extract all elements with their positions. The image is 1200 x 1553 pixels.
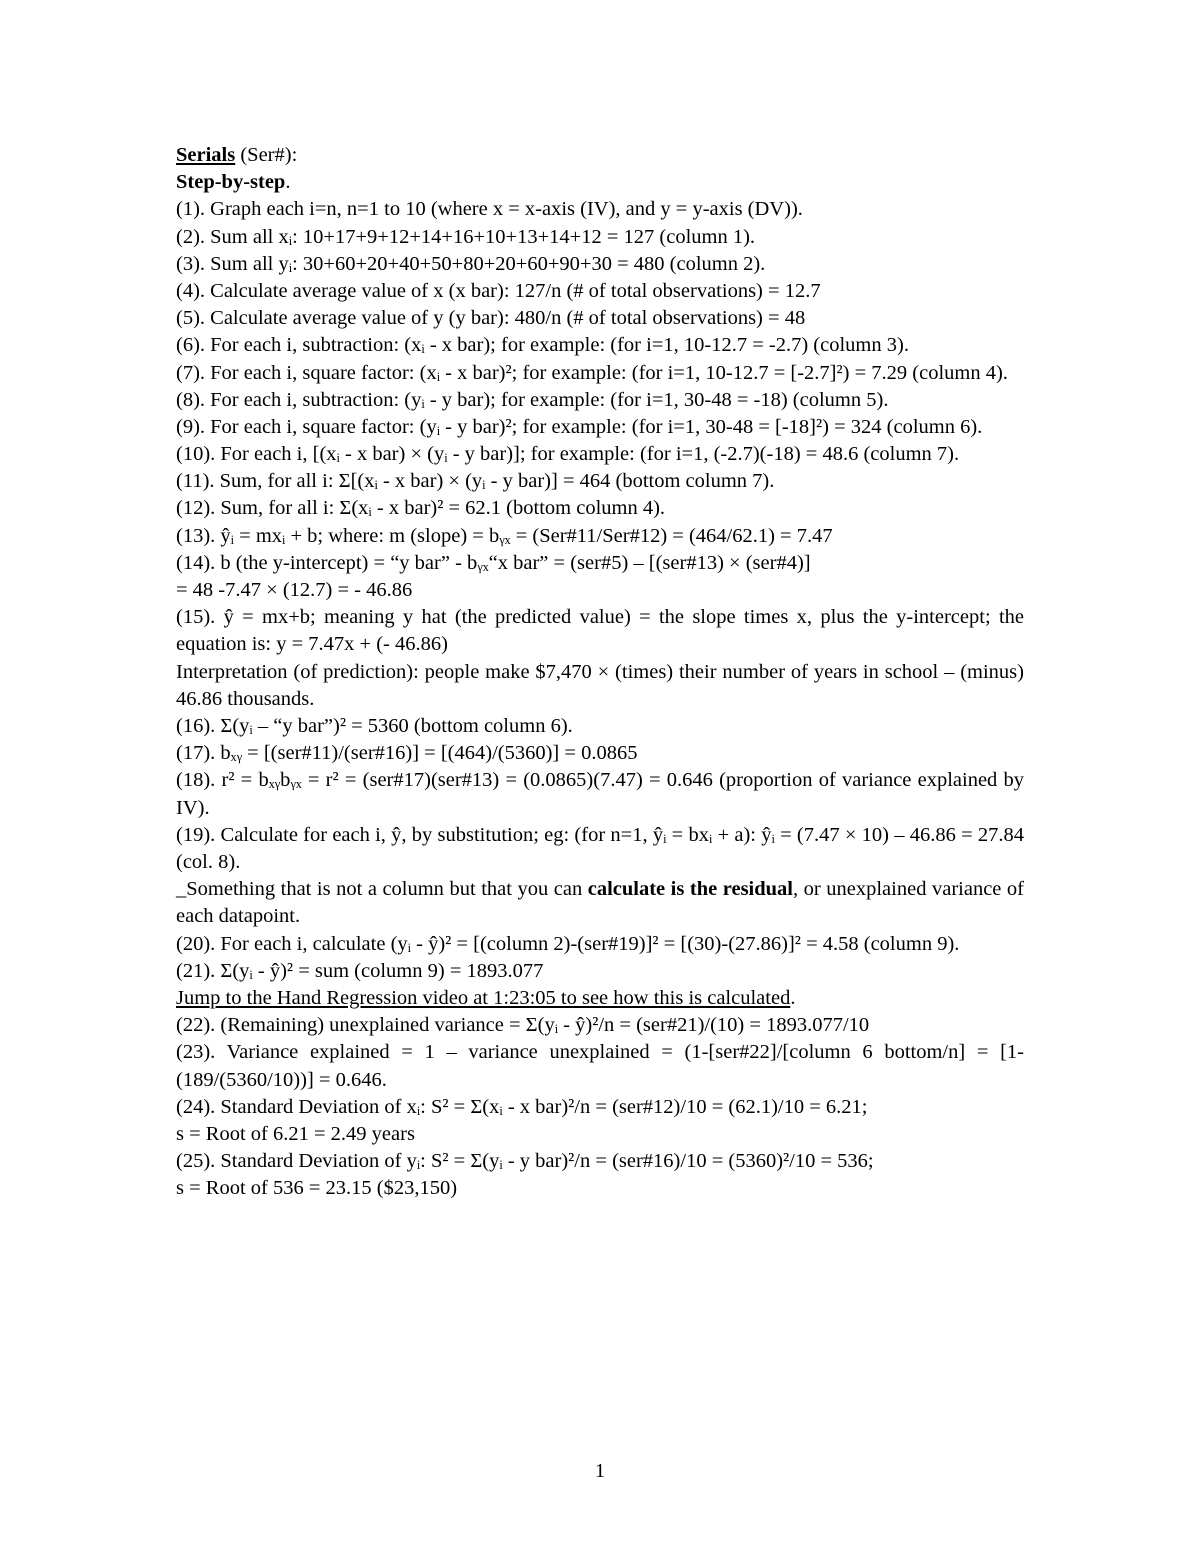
step-24-continued: s = Root of 6.21 = 2.49 years — [176, 1123, 415, 1145]
step-20: (20). For each i, calculate (yᵢ - ŷ)² = [(column 2)-(ser#19)]² = [(30)-(27.86)]² = 4.58 (column 9). — [176, 932, 960, 955]
residual-note — [176, 876, 1024, 930]
step-11: (11). Sum, for all i: Σ[(xᵢ - x bar) × (yᵢ - y bar)] = 464 (bottom column 7). — [176, 470, 775, 493]
interpretation: Interpretation (of prediction): people make $7,470 × (times) their number of years in school – (minus) 46.86 thousands. — [176, 660, 1024, 710]
subtitle — [176, 169, 1024, 196]
step-3: (3). Sum all yᵢ: 30+60+20+40+50+80+20+60+90+30 = 480 (column 2). — [176, 252, 766, 275]
video-note-end: . — [790, 987, 796, 1010]
section-title-rest: (Ser#): — [235, 144, 298, 166]
subtitle-rest: . — [285, 171, 291, 194]
residual-note-after: , or unexplained variance of each datapoint. — [176, 878, 1025, 928]
step-17: (17). bₓᵧ = [(ser#11)/(ser#16)] = [(464)/(5360)] = 0.0865 — [176, 742, 638, 765]
residual-note-before: _Something that is not a column but that you can — [176, 878, 588, 901]
step-12: (12). Sum, for all i: Σ(xᵢ - x bar)² = 62.1 (bottom column 4). — [176, 497, 666, 520]
step-21: (21). Σ(yᵢ - ŷ)² = sum (column 9) = 1893.077 — [176, 959, 544, 982]
page-number: 1 — [594, 1460, 606, 1482]
step-14: (14). b (the y-intercept) = “y bar” - bᵧₓ“x bar” = (ser#5) – [(ser#13) × (ser#4)] — [176, 551, 811, 574]
section-title — [176, 142, 1024, 169]
step-23: (23). Variance explained = 1 – variance unexplained = (1-[ser#22]/[column 6 bottom/n] = [1-(189/(5360/10))] = 0.646. — [176, 1041, 1024, 1091]
step-19: (19). Calculate for each i, ŷ, by substitution; eg: (for n=1, ŷᵢ = bxᵢ + a): ŷᵢ = (7.47 × 10) – 46.86 = 27.84 (col. 8). — [176, 823, 1024, 874]
step-9: (9). For each i, square factor: (yᵢ - y bar)²; for example: (for i=1, 30-48 = [-18]²) = 324 (column 6). — [176, 415, 983, 438]
step-5: (5). Calculate average value of y (y bar): 480/n (# of total observations) = 48 — [176, 307, 806, 330]
step-1: (1). Graph each i=n, n=1 to 10 (where x = x-axis (IV), and y = y-axis (DV)). — [176, 198, 803, 221]
step-6: (6). For each i, subtraction: (xᵢ - x bar); for example: (for i=1, 10-12.7 = -2.7) (column 3). — [176, 334, 909, 357]
step-25: (25). Standard Deviation of yᵢ: S² = Σ(yᵢ - y bar)²/n = (ser#16)/10 = (5360)²/10 = 536; — [176, 1150, 874, 1173]
step-24: (24). Standard Deviation of xᵢ: S² = Σ(xᵢ - x bar)²/n = (ser#12)/10 = (62.1)/10 = 6.21; — [176, 1095, 868, 1118]
step-22: (22). (Remaining) unexplained variance = Σ(yᵢ - ŷ)²/n = (ser#21)/(10) = 1893.077/10 — [176, 1014, 870, 1037]
step-7: (7). For each i, square factor: (xᵢ - x bar)²; for example: (for i=1, 10-12.7 = [-2.7]²) = 7.29 (column 4). — [176, 361, 1008, 384]
residual-note-bold: calculate is the residual — [587, 878, 793, 901]
step-4: (4). Calculate average value of x (x bar): 127/n (# of total observations) = 12.7 — [176, 279, 821, 302]
step-8: (8). For each i, subtraction: (yᵢ - y bar); for example: (for i=1, 30-48 = -18) (column 5). — [176, 388, 889, 411]
step-14-continued: = 48 -7.47 × (12.7) = - 46.86 — [176, 579, 413, 602]
step-18: (18). r² = bₓᵧbᵧₓ = r² = (ser#17)(ser#13) = (0.0865)(7.47) = 0.646 (proportion of variance explained by IV). — [176, 769, 1024, 819]
step-16: (16). Σ(yᵢ – “y bar”)² = 5360 (bottom column 6). — [176, 715, 573, 738]
video-note — [176, 985, 1024, 1012]
video-link[interactable]: Jump to the Hand Regression video at 1:23:05 to see how this is calculated — [176, 987, 791, 1010]
step-25-continued: s = Root of 536 = 23.15 ($23,150) — [176, 1177, 458, 1200]
step-13: (13). ŷᵢ = mxᵢ + b; where: m (slope) = bᵧₓ = (Ser#11/Ser#12) = (464/62.1) = 7.47 — [176, 524, 833, 547]
document-body — [176, 142, 1024, 1203]
step-10: (10). For each i, [(xᵢ - x bar) × (yᵢ - y bar)]; for example: (for i=1, (-2.7)(-18) = 48.6 (column 7). — [176, 443, 960, 466]
subtitle-bold: Step-by-step — [176, 171, 286, 194]
section-title-bold: Serials — [176, 144, 236, 166]
step-2: (2). Sum all xᵢ: 10+17+9+12+14+16+10+13+14+12 = 127 (column 1). — [176, 225, 756, 248]
step-15: (15). ŷ = mx+b; meaning y hat (the predicted value) = the slope times x, plus the y-intercept; the equation is: y = 7.47x + (- 46.86) — [176, 606, 1024, 656]
